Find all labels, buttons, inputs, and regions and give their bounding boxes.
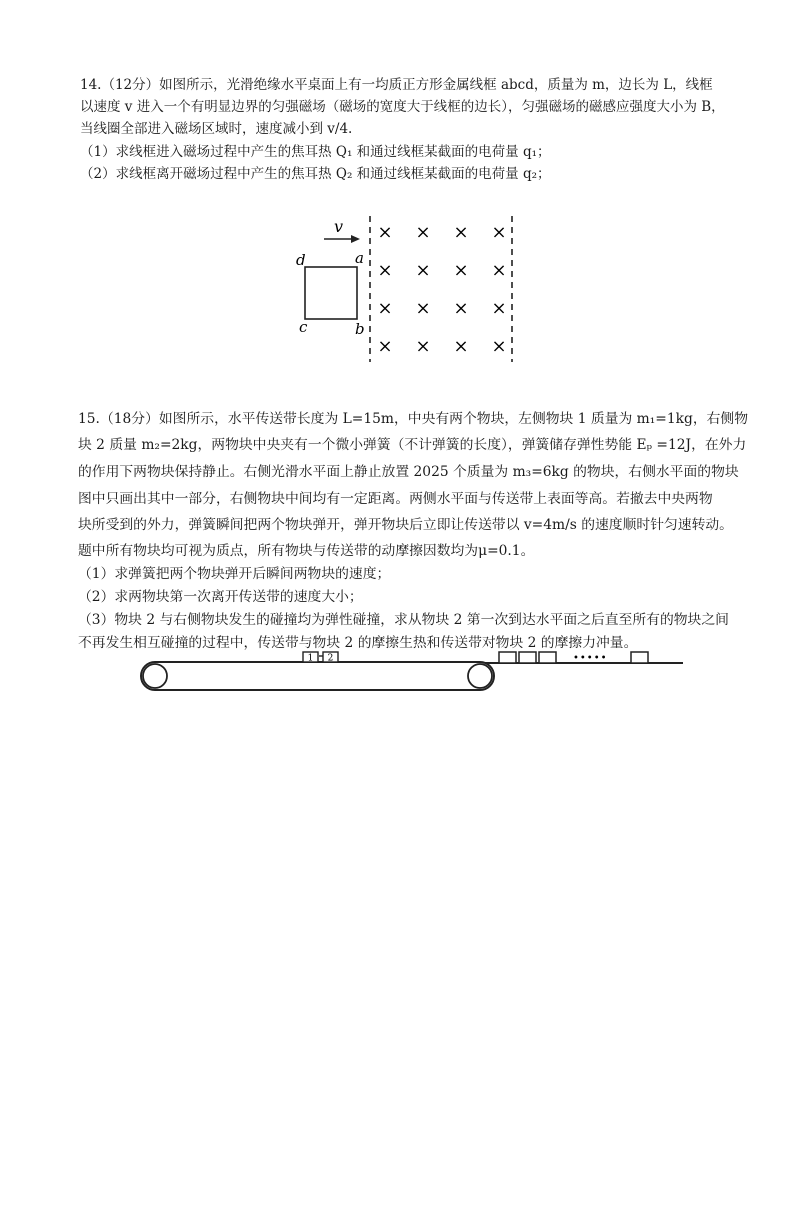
right-block xyxy=(539,652,556,663)
q15-line-8: （2）求两物块第一次离开传送带的速度大小； xyxy=(78,589,363,605)
field-cross: × xyxy=(491,298,507,319)
q14-line-2: 以速度 v 进入一个有明显边界的匀强磁场（磁场的宽度大于线框的边长），匀强磁场的磁感应强度大小为 B， xyxy=(80,99,725,115)
field-cross: × xyxy=(415,260,431,281)
field-cross: × xyxy=(377,336,393,357)
field-cross: × xyxy=(415,222,431,243)
corner-label-b: b xyxy=(355,320,365,338)
velocity-label: v xyxy=(334,217,344,236)
q14-line-3: 当线圈全部进入磁场区域时，速度减小到 v/4. xyxy=(80,121,353,137)
q15-figure xyxy=(125,648,685,698)
field-cross: × xyxy=(377,260,393,281)
q15-line-3: 的作用下两物块保持静止。右侧光滑水平面上静止放置 2025 个质量为 m₃=6kg 的物块，右侧水平面的物块 xyxy=(78,464,739,480)
q15-line-2: 块 2 质量 m₂=2kg，两物块中央夹有一个微小弹簧（不计弹簧的长度），弹簧储存弹性势能 Eₚ =12J，在外力 xyxy=(78,437,747,453)
corner-label-c: c xyxy=(299,318,308,336)
q14-figure xyxy=(280,210,530,370)
q15-line-9: （3）物块 2 与右侧物块发生的碰撞均为弹性碰撞，求从物块 2 第一次到达水平面之后直至所有的物块之间 xyxy=(78,612,729,628)
field-cross: × xyxy=(491,222,507,243)
corner-label-a: a xyxy=(355,249,364,267)
left-pulley xyxy=(143,664,167,688)
field-cross: × xyxy=(491,260,507,281)
q15-line-4: 图中只画出其中一部分，右侧物块中间均有一定距离。两侧水平面与传送带上表面等高。若撤去中央两物 xyxy=(78,491,713,507)
q14-line-1: 14.（12分）如图所示，光滑绝缘水平桌面上有一均质正方形金属线框 abcd，质量为 m，边长为 L，线框 xyxy=(80,77,713,93)
right-pulley xyxy=(468,664,492,688)
square-loop xyxy=(305,267,357,319)
right-block xyxy=(631,652,648,663)
q15-line-5: 块所受到的外力，弹簧瞬间把两个物块弹开，弹开物块后立即让传送带以 v=4m/s 的速度顺时针匀速转动。 xyxy=(78,517,733,533)
velocity-arrow-head xyxy=(351,235,360,243)
q15-line-1: 15.（18分）如图所示，水平传送带长度为 L=15m，中央有两个物块，左侧物块 1 质量为 m₁=1kg，右侧物 xyxy=(78,411,749,427)
field-cross: × xyxy=(377,298,393,319)
field-cross: × xyxy=(415,298,431,319)
q14-line-5: （2）求线框离开磁场过程中产生的焦耳热 Q₂ 和通过线框某截面的电荷量 q₂； xyxy=(80,166,551,182)
field-cross: × xyxy=(491,336,507,357)
field-cross: × xyxy=(377,222,393,243)
block-2-label: 2 xyxy=(327,653,334,664)
field-cross: × xyxy=(453,298,469,319)
q15-line-7: （1）求弹簧把两个物块弹开后瞬间两物块的速度； xyxy=(78,566,391,582)
magnetic-field-crosses xyxy=(377,222,506,357)
q14-line-4: （1）求线框进入磁场过程中产生的焦耳热 Q₁ 和通过线框某截面的电荷量 q₁； xyxy=(80,144,551,160)
block-1-label: 1 xyxy=(307,653,314,664)
ellipsis-dots: ••••• xyxy=(573,653,608,664)
q15-line-6: 题中所有物块均可视为质点，所有物块与传送带的动摩擦因数均为μ=0.1。 xyxy=(78,543,535,559)
corner-label-d: d xyxy=(296,251,306,269)
conveyor-belt xyxy=(141,662,494,690)
field-cross: × xyxy=(453,260,469,281)
field-cross: × xyxy=(453,336,469,357)
q15-line-10: 不再发生相互碰撞的过程中，传送带与物块 2 的摩擦生热和传送带对物块 2 的摩擦力冲量。 xyxy=(78,635,638,651)
right-block xyxy=(499,652,516,663)
right-block xyxy=(519,652,536,663)
field-cross: × xyxy=(453,222,469,243)
field-cross: × xyxy=(415,336,431,357)
